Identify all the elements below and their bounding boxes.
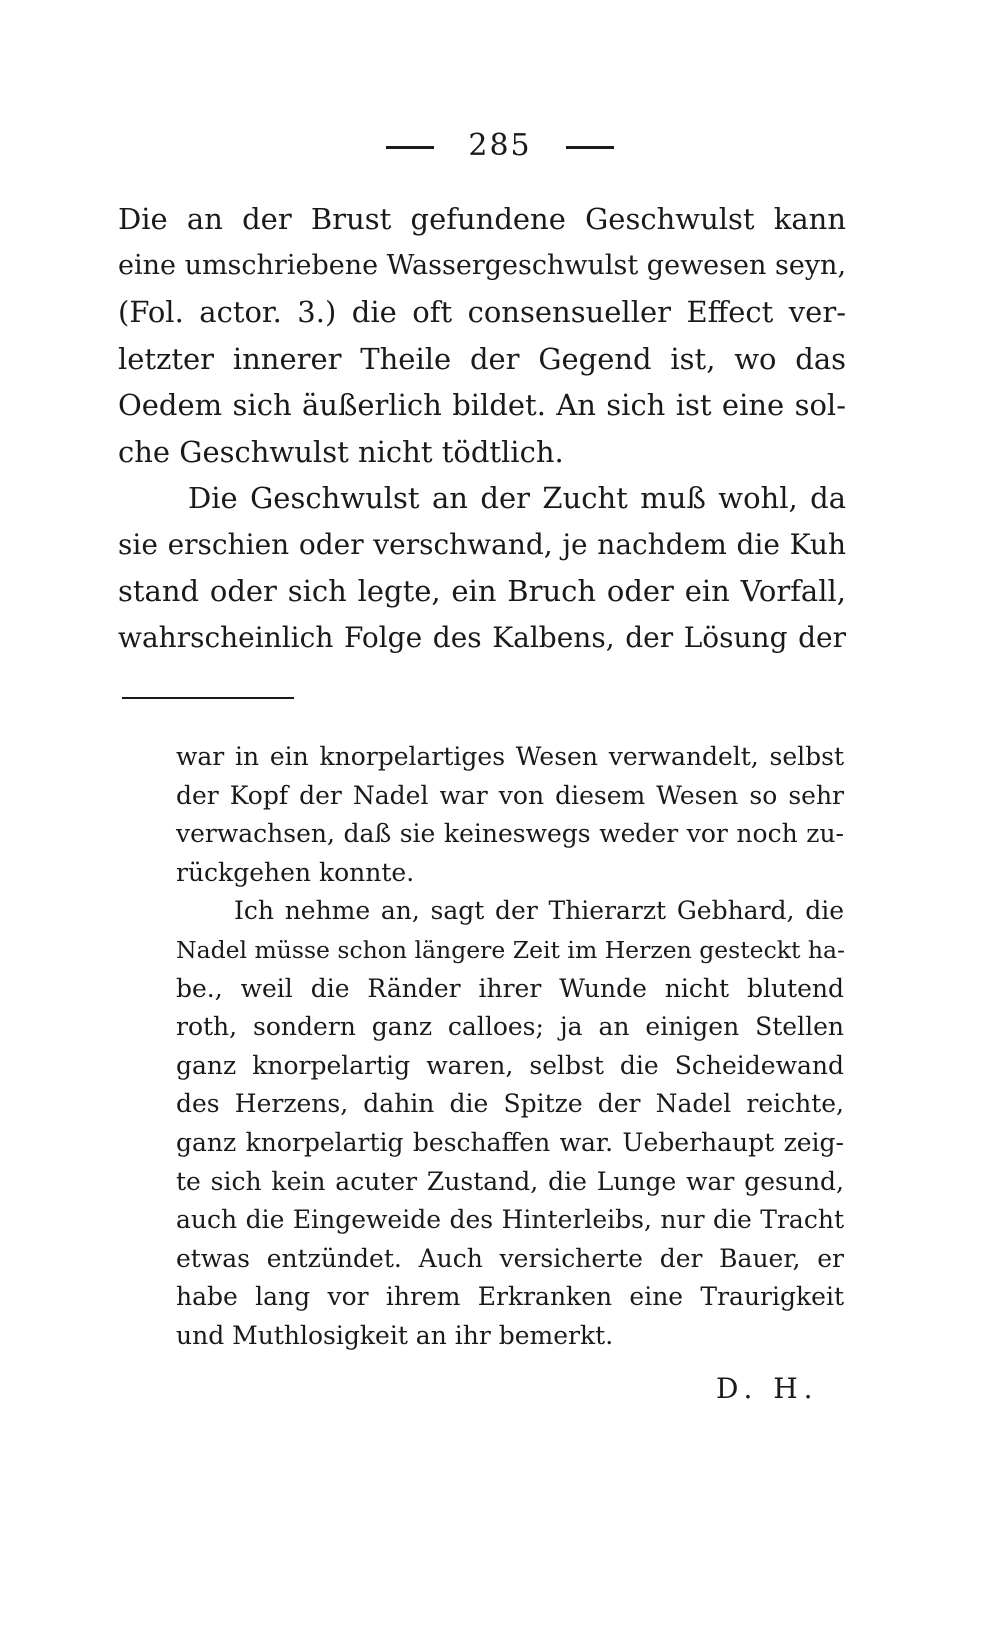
page-number: 285	[468, 128, 532, 163]
main-line: eine umschriebene Wassergeschwulst gewesen seyn,	[118, 249, 847, 281]
footnote	[176, 738, 844, 1356]
footnote-line: te sich kein acuter Zustand, die Lunge war gesund,	[176, 1166, 844, 1196]
main-line: che Geschwulst nicht tödtlich.	[118, 434, 564, 469]
header-dash-right	[566, 146, 614, 149]
footnote-line: verwachsen, daß sie keineswegs weder vor noch zu-	[176, 819, 844, 849]
main-line: Die an der Brust gefundene Geschwulst kann	[118, 202, 846, 236]
footnote-line: der Kopf der Nadel war von diesem Wesen so sehr	[176, 780, 844, 810]
main-line: (Fol. actor. 3.) die oft consensueller Effect ver-	[118, 295, 846, 329]
footnote-line: Nadel müsse schon längere Zeit im Herzen gesteckt ha-	[176, 935, 845, 964]
author-signature: D. H.	[716, 1372, 819, 1405]
footnote-line: be., weil die Ränder ihrer Wunde nicht blutend	[176, 973, 844, 1003]
footnote-line: und Muthlosigkeit an ihr bemerkt.	[176, 1320, 614, 1350]
footnote-line: Ich nehme an, sagt der Thierarzt Gebhard, die	[234, 896, 844, 926]
footnote-line: auch die Eingeweide des Hinterleibs, nur die Tracht	[176, 1205, 844, 1235]
footnote-line: roth, sondern ganz calloes; ja an einigen Stellen	[176, 1012, 844, 1042]
footnote-line: ganz knorpelartig waren, selbst die Scheidewand	[176, 1050, 844, 1080]
header-dash-left	[386, 146, 434, 149]
main-line: stand oder sich legte, ein Bruch oder ein Vorfall,	[118, 574, 846, 608]
main-line: letzter innerer Theile der Gegend ist, wo das	[118, 341, 846, 376]
footnote-line: rückgehen konnte.	[176, 857, 415, 887]
footnote-line: etwas entzündet. Auch versicherte der Bauer, er	[176, 1243, 844, 1273]
footnote-line: ganz knorpelartig beschaffen war. Ueberhaupt zeig-	[176, 1127, 844, 1157]
main-line: Oedem sich äußerlich bildet. An sich ist eine sol-	[118, 388, 846, 422]
main-text	[118, 196, 846, 661]
page-header	[0, 128, 1000, 163]
footnote-separator	[122, 697, 294, 699]
main-line: wahrscheinlich Folge des Kalbens, der Lösung der	[118, 620, 846, 654]
main-line: Die Geschwulst an der Zucht muß wohl, da	[188, 481, 846, 515]
footnote-line: habe lang vor ihrem Erkranken eine Traurigkeit	[176, 1282, 844, 1312]
footnote-line: war in ein knorpelartiges Wesen verwandelt, selbst	[176, 742, 844, 771]
footnote-line: des Herzens, dahin die Spitze der Nadel reichte,	[176, 1089, 844, 1119]
main-line: sie erschien oder verschwand, je nachdem die Kuh	[118, 527, 846, 561]
